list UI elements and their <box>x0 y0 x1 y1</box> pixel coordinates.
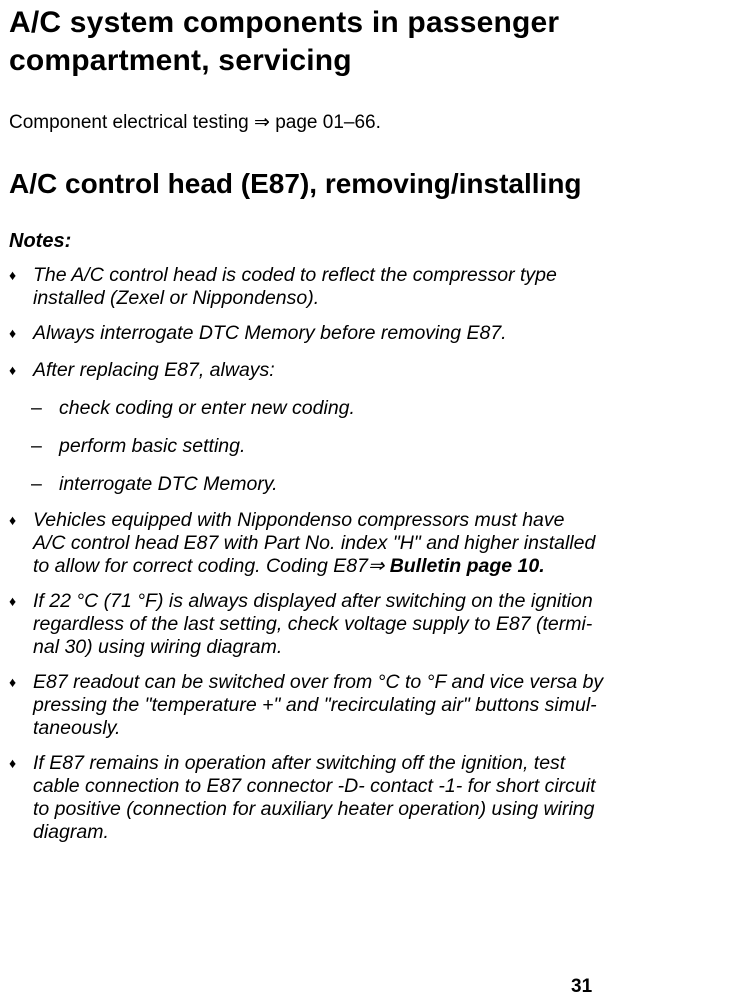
sub-step <box>9 397 739 420</box>
note-item <box>9 671 739 740</box>
page-title-line-2: compartment, servicing <box>9 44 352 77</box>
note-text: installed (Zexel or Nippondenso). <box>33 287 320 309</box>
note-text: regardless of the last setting, check voltage supply to E87 (termi- <box>33 613 593 635</box>
page-title <box>9 4 739 80</box>
dash-icon: – <box>31 435 42 457</box>
bullet-icon: ♦ <box>9 512 17 528</box>
note-item <box>9 322 739 345</box>
note-text: to allow for correct coding. Coding E87⇒ <box>33 555 390 577</box>
page-title-line-1: A/C system components in passenger <box>9 6 560 39</box>
bullet-icon: ♦ <box>9 325 17 341</box>
sub-step-text: interrogate DTC Memory. <box>59 473 278 495</box>
note-text-with-reference <box>33 555 739 578</box>
note-item <box>9 264 739 310</box>
bullet-icon: ♦ <box>9 267 17 283</box>
section-title: A/C control head (E87), removing/installing <box>9 168 582 199</box>
bullet-icon: ♦ <box>9 755 17 771</box>
note-text: Vehicles equipped with Nippondenso compressors must have <box>33 509 565 531</box>
note-item <box>9 752 739 844</box>
note-text: If 22 °C (71 °F) is always displayed after switching on the ignition <box>33 590 593 612</box>
note-text: A/C control head E87 with Part No. index "H" and higher installed <box>33 532 596 554</box>
note-text: Always interrogate DTC Memory before removing E87. <box>33 322 507 344</box>
note-text: After replacing E87, always: <box>33 359 275 381</box>
note-text: diagram. <box>33 821 109 843</box>
note-text: to positive (connection for auxiliary heater operation) using wiring <box>33 798 595 820</box>
notes-list <box>9 264 739 844</box>
dash-icon: – <box>31 397 42 419</box>
note-text: cable connection to E87 connector -D- contact -1- for short circuit <box>33 775 596 797</box>
sub-step-text: perform basic setting. <box>59 435 246 457</box>
sub-step <box>9 435 739 458</box>
note-text: E87 readout can be switched over from °C to °F and vice versa by <box>33 671 604 693</box>
bullet-icon: ♦ <box>9 593 17 609</box>
notes-heading: Notes: <box>9 230 72 252</box>
sub-step <box>9 473 739 496</box>
note-item <box>9 590 739 659</box>
note-text: nal 30) using wiring diagram. <box>33 636 283 658</box>
bullet-icon: ♦ <box>9 362 17 378</box>
note-text: The A/C control head is coded to reflect the compressor type <box>33 264 557 286</box>
note-item <box>9 509 739 578</box>
note-text: If E87 remains in operation after switching off the ignition, test <box>33 752 566 774</box>
note-item <box>9 359 739 382</box>
page-number: 31 <box>571 976 593 997</box>
note-text: taneously. <box>33 717 121 739</box>
intro-reference: Component electrical testing ⇒ page 01–66. <box>9 112 381 133</box>
dash-icon: – <box>31 473 42 495</box>
bullet-icon: ♦ <box>9 674 17 690</box>
bulletin-reference: Bulletin page 10. <box>389 555 545 577</box>
sub-step-text: check coding or enter new coding. <box>59 397 355 419</box>
note-text: pressing the "temperature +" and "recirculating air" buttons simul- <box>33 694 597 716</box>
